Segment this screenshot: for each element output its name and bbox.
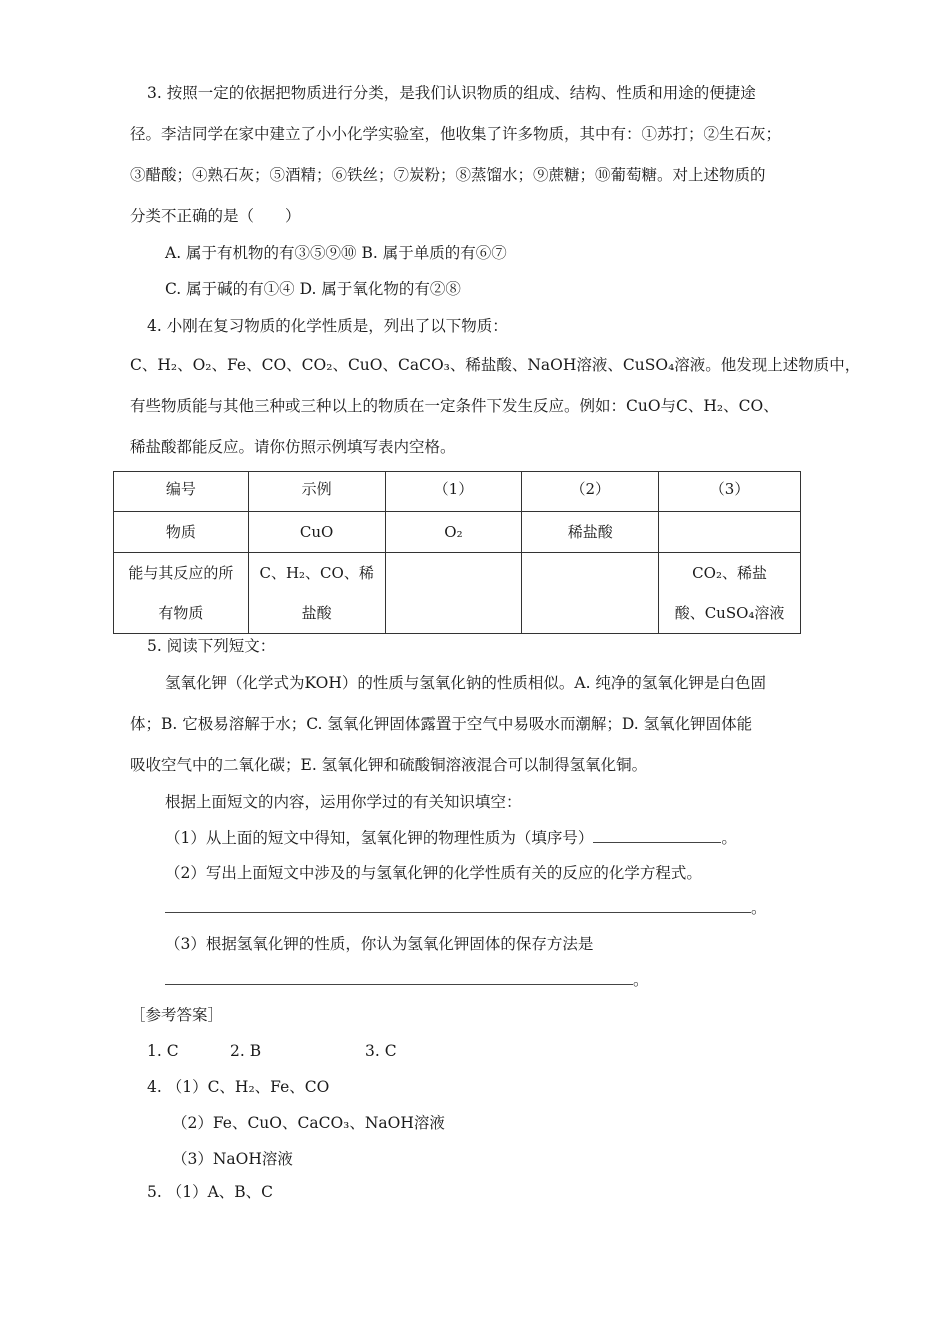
answer-blank-2[interactable] bbox=[165, 898, 751, 913]
q4-table bbox=[113, 471, 801, 634]
table-header-cell: （1） bbox=[385, 472, 522, 512]
row3-example-b: 盐酸 bbox=[301, 604, 332, 622]
period: 。 bbox=[751, 899, 767, 917]
answer-blank-1[interactable] bbox=[593, 828, 721, 843]
q5-intro: 根据上面短文的内容，运用你学过的有关知识填空： bbox=[165, 793, 522, 811]
q5-para-2: 体；B. 它极易溶解于水；C. 氢氧化钾固体露置于空气中易吸水而潮解；D. 氢氧化钾固体能 bbox=[130, 715, 753, 733]
table-cell bbox=[114, 553, 249, 634]
table-cell-blank[interactable] bbox=[522, 553, 659, 634]
q3-option-cd: C. 属于碱的有①④ D. 属于氧化物的有②⑧ bbox=[165, 280, 461, 298]
period: 。 bbox=[633, 971, 649, 989]
answer-1: 1. C bbox=[147, 1042, 179, 1060]
table-row bbox=[114, 553, 801, 634]
table-header-cell: （2） bbox=[522, 472, 659, 512]
table-cell bbox=[659, 553, 801, 634]
q3-line-2: 径。李洁同学在家中建立了小小化学实验室，他收集了许多物质，其中有：①苏打；②生石灰； bbox=[130, 125, 782, 143]
q4-line-3: 有些物质能与其他三种或三种以上的物质在一定条件下发生反应。例如：CuO与C、H₂、CO、 bbox=[130, 397, 779, 415]
table-cell bbox=[248, 553, 385, 634]
table-row bbox=[114, 472, 801, 512]
q5-sub-3: （3）根据氢氧化钾的性质，你认为氢氧化钾固体的保存方法是 bbox=[165, 935, 594, 953]
q5-sub-3-answer bbox=[165, 970, 649, 990]
row3-label-a: 能与其反应的所 bbox=[128, 564, 234, 582]
q3-line-3: ③醋酸；④熟石灰；⑤酒精；⑥铁丝；⑦炭粉；⑧蒸馏水；⑨蔗糖；⑩葡萄糖。对上述物质的 bbox=[130, 166, 766, 184]
row3-label-b: 有物质 bbox=[158, 604, 204, 622]
q4-line-2: C、H₂、O₂、Fe、CO、CO₂、CuO、CaCO₃、稀盐酸、NaOH溶液、CuSO₄溶液。他发现上述物质中， bbox=[130, 356, 861, 374]
table-cell-blank[interactable] bbox=[659, 512, 801, 553]
row3-example-a: C、H₂、CO、稀 bbox=[259, 564, 374, 582]
table-cell-blank[interactable] bbox=[385, 553, 522, 634]
answer-5-1: 5. （1）A、B、C bbox=[147, 1183, 274, 1201]
q5-para-3: 吸收空气中的二氧化碳；E. 氢氧化钾和硫酸铜溶液混合可以制得氢氧化铜。 bbox=[130, 756, 648, 774]
q5-sub-2: （2）写出上面短文中涉及的与氢氧化钾的化学性质有关的反应的化学方程式。 bbox=[165, 864, 702, 882]
q5-sub-1 bbox=[165, 828, 737, 848]
table-header-cell: 编号 bbox=[114, 472, 249, 512]
q4-line-1: 4. 小刚在复习物质的化学性质是，列出了以下物质： bbox=[147, 317, 508, 335]
period: 。 bbox=[721, 829, 737, 847]
q5-line-1: 5. 阅读下列短文： bbox=[147, 637, 276, 655]
answer-4-2: （2）Fe、CuO、CaCO₃、NaOH溶液 bbox=[172, 1114, 445, 1132]
row3-c3-a: CO₂、稀盐 bbox=[692, 564, 767, 582]
q3-line-1: 3. 按照一定的依据把物质进行分类，是我们认识物质的组成、结构、性质和用途的便捷途 bbox=[147, 84, 756, 102]
q5-sub-2-answer bbox=[165, 898, 767, 918]
table-row bbox=[114, 512, 801, 553]
answer-blank-3[interactable] bbox=[165, 970, 633, 985]
answers-title: ［参考答案］ bbox=[130, 1006, 224, 1024]
answer-4-3: （3）NaOH溶液 bbox=[172, 1150, 293, 1168]
answer-2: 2. B bbox=[230, 1042, 262, 1060]
q5-para-1: 氢氧化钾（化学式为KOH）的性质与氢氧化钠的性质相似。A. 纯净的氢氧化钾是白色固 bbox=[165, 674, 766, 692]
table-cell: 稀盐酸 bbox=[522, 512, 659, 553]
q3-line-4: 分类不正确的是（ ） bbox=[130, 207, 301, 225]
table-cell: 物质 bbox=[114, 512, 249, 553]
q5-sub-1-text: （1）从上面的短文中得知，氢氧化钾的物理性质为（填序号） bbox=[165, 829, 594, 847]
answer-3: 3. C bbox=[365, 1042, 397, 1060]
table-header-cell: 示例 bbox=[248, 472, 385, 512]
q4-line-4: 稀盐酸都能反应。请你仿照示例填写表内空格。 bbox=[130, 438, 456, 456]
row3-c3-b: 酸、CuSO₄溶液 bbox=[674, 604, 785, 622]
answer-4-1: 4. （1）C、H₂、Fe、CO bbox=[147, 1078, 330, 1096]
table-cell: O₂ bbox=[385, 512, 522, 553]
q3-option-ab: A. 属于有机物的有③⑤⑨⑩ B. 属于单质的有⑥⑦ bbox=[165, 244, 507, 262]
table-header-cell: （3） bbox=[659, 472, 801, 512]
table-cell: CuO bbox=[248, 512, 385, 553]
